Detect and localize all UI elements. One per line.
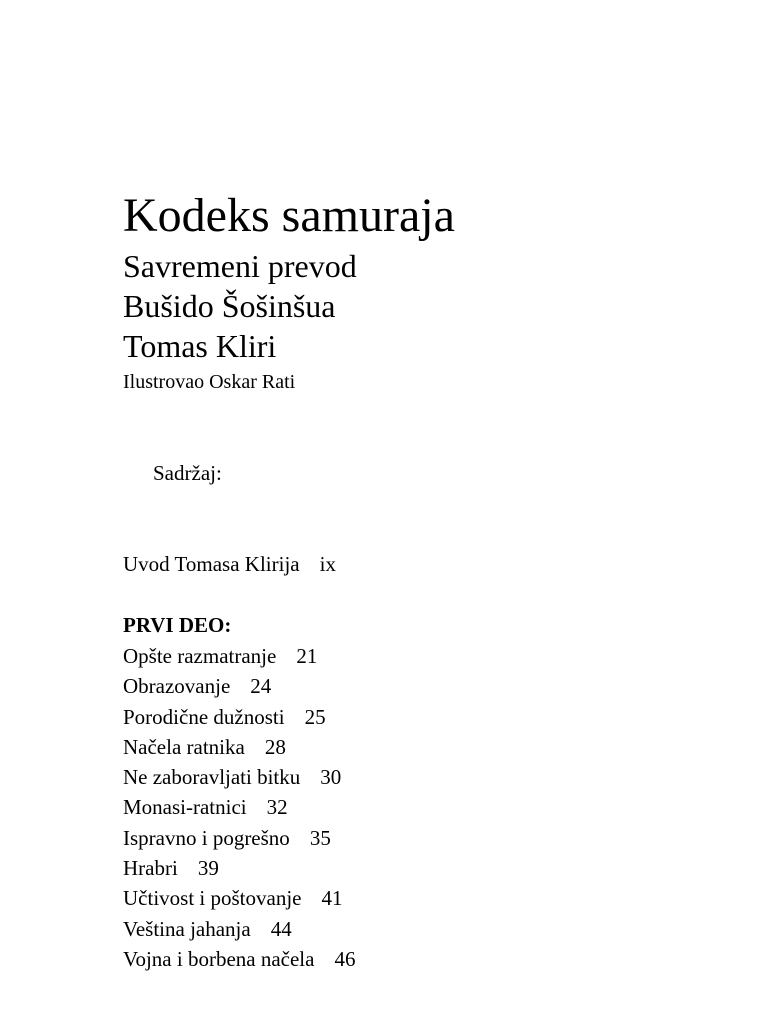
toc-entry-title: Ispravno i pogrešno [123,825,290,850]
subtitle-author: Tomas Kliri [123,328,277,364]
toc-entry-title: Monasi-ratnici [123,795,247,820]
toc-entry-title: Porodične dužnosti [123,704,285,729]
toc-entry [123,641,355,671]
toc-entry-title: Ne zaboravljati bitku [123,765,301,790]
subtitle-translation: Savremeni prevod [123,248,357,284]
toc-entry-title: Obrazovanje [123,674,231,699]
section-heading: PRVI DEO: [123,613,232,637]
toc-entry-page: 21 [296,644,318,668]
toc-entry-page: 39 [197,856,219,881]
toc-entry-page: 30 [320,765,342,790]
illustrator-credit: Ilustrovao Oskar Rati [123,371,296,393]
toc-entry [123,823,355,853]
toc-entry-page: 46 [334,946,356,971]
toc-entry-page: ix [319,552,336,576]
toc-entry [123,944,355,974]
toc-entry [123,853,355,883]
toc-entry-page: 32 [266,795,288,820]
toc-entry [123,671,355,701]
toc-entry [123,792,355,822]
toc-entry-page: 35 [309,825,331,850]
toc-entry [123,883,355,913]
toc-entry-page: 44 [270,916,292,941]
toc-entry-page: 28 [264,734,286,759]
toc-list [123,641,355,974]
toc-entry [123,702,355,732]
toc-entry [123,914,355,944]
toc-entry [123,732,355,762]
toc-entry-title: Opšte razmatranje [123,644,277,668]
toc-entry-title: Načela ratnika [123,734,245,759]
toc-entry-title: Uvod Tomasa Klirija [123,552,300,576]
book-title: Kodeks samuraja [123,189,455,242]
toc-entry-title: Učtivost i poštovanje [123,886,302,911]
subtitle-original-work: Bušido Šošinšua [123,288,336,324]
toc-entry-page: 25 [304,704,326,729]
toc-entry-title: Hrabri [123,856,178,881]
toc-entry [123,762,355,792]
toc-entry-page: 41 [321,886,343,911]
toc-entry-title: Vojna i borbena načela [123,946,315,971]
toc-intro-entry [123,550,336,578]
toc-entry-page: 24 [250,674,272,699]
toc-entry-title: Veština jahanja [123,916,251,941]
contents-heading: Sadržaj: [153,461,222,485]
